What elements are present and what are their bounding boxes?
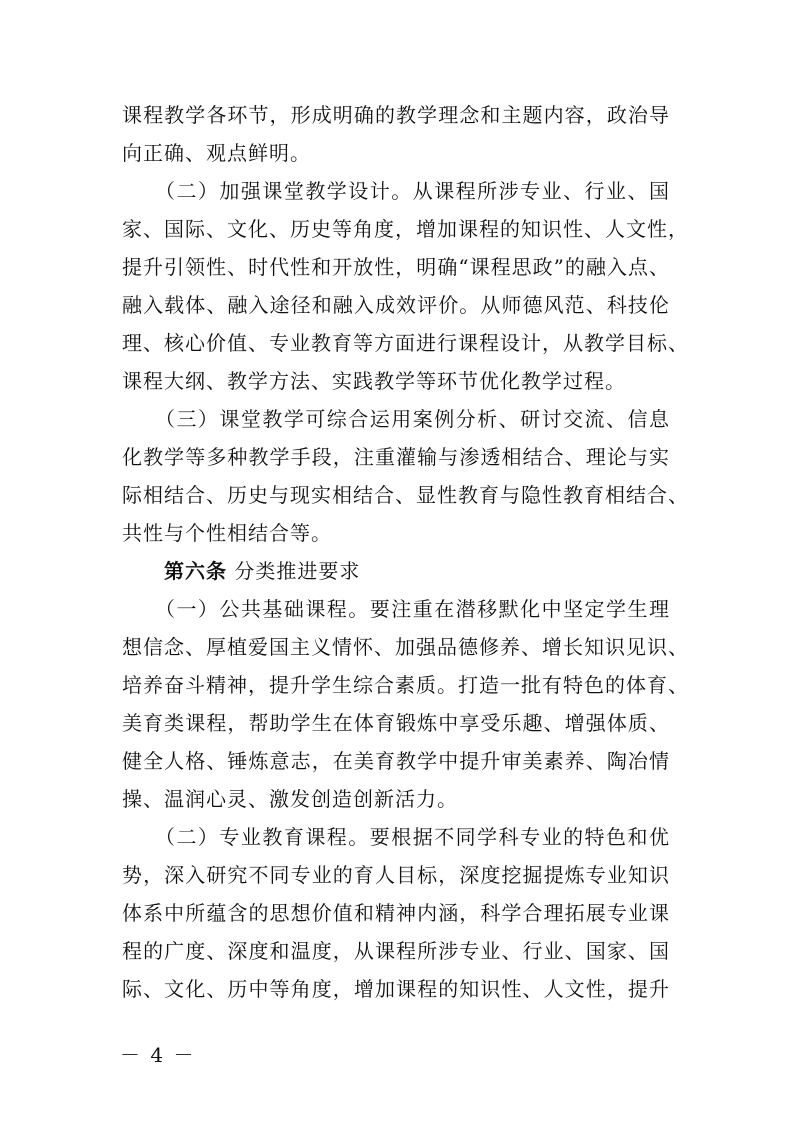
text-line: 际、文化、历中等角度，增加课程的知识性、人文性，提升 — [122, 977, 670, 1001]
text-line: 共性与个性相结合等。 — [122, 521, 332, 545]
text-line: 健全人格、锤炼意志，在美育教学中提升审美素养、陶冶情 — [122, 749, 670, 773]
text-line: 程的广度、深度和温度，从课程所涉专业、行业、国家、国 — [122, 939, 670, 963]
text-line: 际相结合、历史与现实相结合、显性教育与隐性教育相结合、 — [122, 483, 689, 507]
text-line: 势，深入研究不同专业的育人目标，深度挖掘提炼专业知识 — [122, 863, 670, 887]
text-line: （一）公共基础课程。要注重在潜移默化中坚定学生理 — [122, 597, 670, 621]
text-line: 美育类课程，帮助学生在体育锻炼中享受乐趣、增强体质、 — [122, 711, 670, 735]
text-line: 培养奋斗精神，提升学生综合素质。打造一批有特色的体育、 — [122, 673, 689, 697]
text-line: （二）专业教育课程。要根据不同学科专业的特色和优 — [122, 825, 670, 849]
text-line: 家、国际、文化、历史等角度，增加课程的知识性、人文性， — [122, 217, 689, 241]
text-line: （二）加强课堂教学设计。从课程所涉专业、行业、国 — [122, 179, 670, 203]
text-line: 课程大纲、教学方法、实践教学等环节优化教学过程。 — [122, 369, 626, 393]
text-line: 融入载体、融入途径和融入成效评价。从师德风范、科技伦 — [122, 293, 670, 317]
text-line: 课程教学各环节，形成明确的教学理念和主题内容，政治导 — [122, 103, 670, 127]
text-line: （三）课堂教学可综合运用案例分析、研讨交流、信息 — [122, 407, 670, 431]
page-number: － 4 － — [120, 1043, 196, 1067]
text-line: 化教学等多种教学手段，注重灌输与渗透相结合、理论与实 — [122, 445, 670, 469]
article-heading-label: 第六条 — [164, 559, 227, 583]
text-line: 向正确、观点鲜明。 — [122, 141, 311, 165]
article-heading-title: 分类推进要求 — [234, 559, 361, 583]
text-line: 操、温润心灵、激发创造创新活力。 — [122, 787, 458, 811]
article-heading — [122, 552, 670, 590]
text-line: 提升引领性、时代性和开放性，明确“课程思政”的融入点、 — [122, 255, 670, 279]
text-line: 理、核心价值、专业教育等方面进行课程设计，从教学目标、 — [122, 331, 689, 355]
document-body — [122, 96, 689, 1008]
text-line: 体系中所蕴含的思想价值和精神内涵，科学合理拓展专业课 — [122, 901, 670, 925]
text-line: 想信念、厚植爱国主义情怀、加强品德修养、增长知识见识、 — [122, 635, 689, 659]
